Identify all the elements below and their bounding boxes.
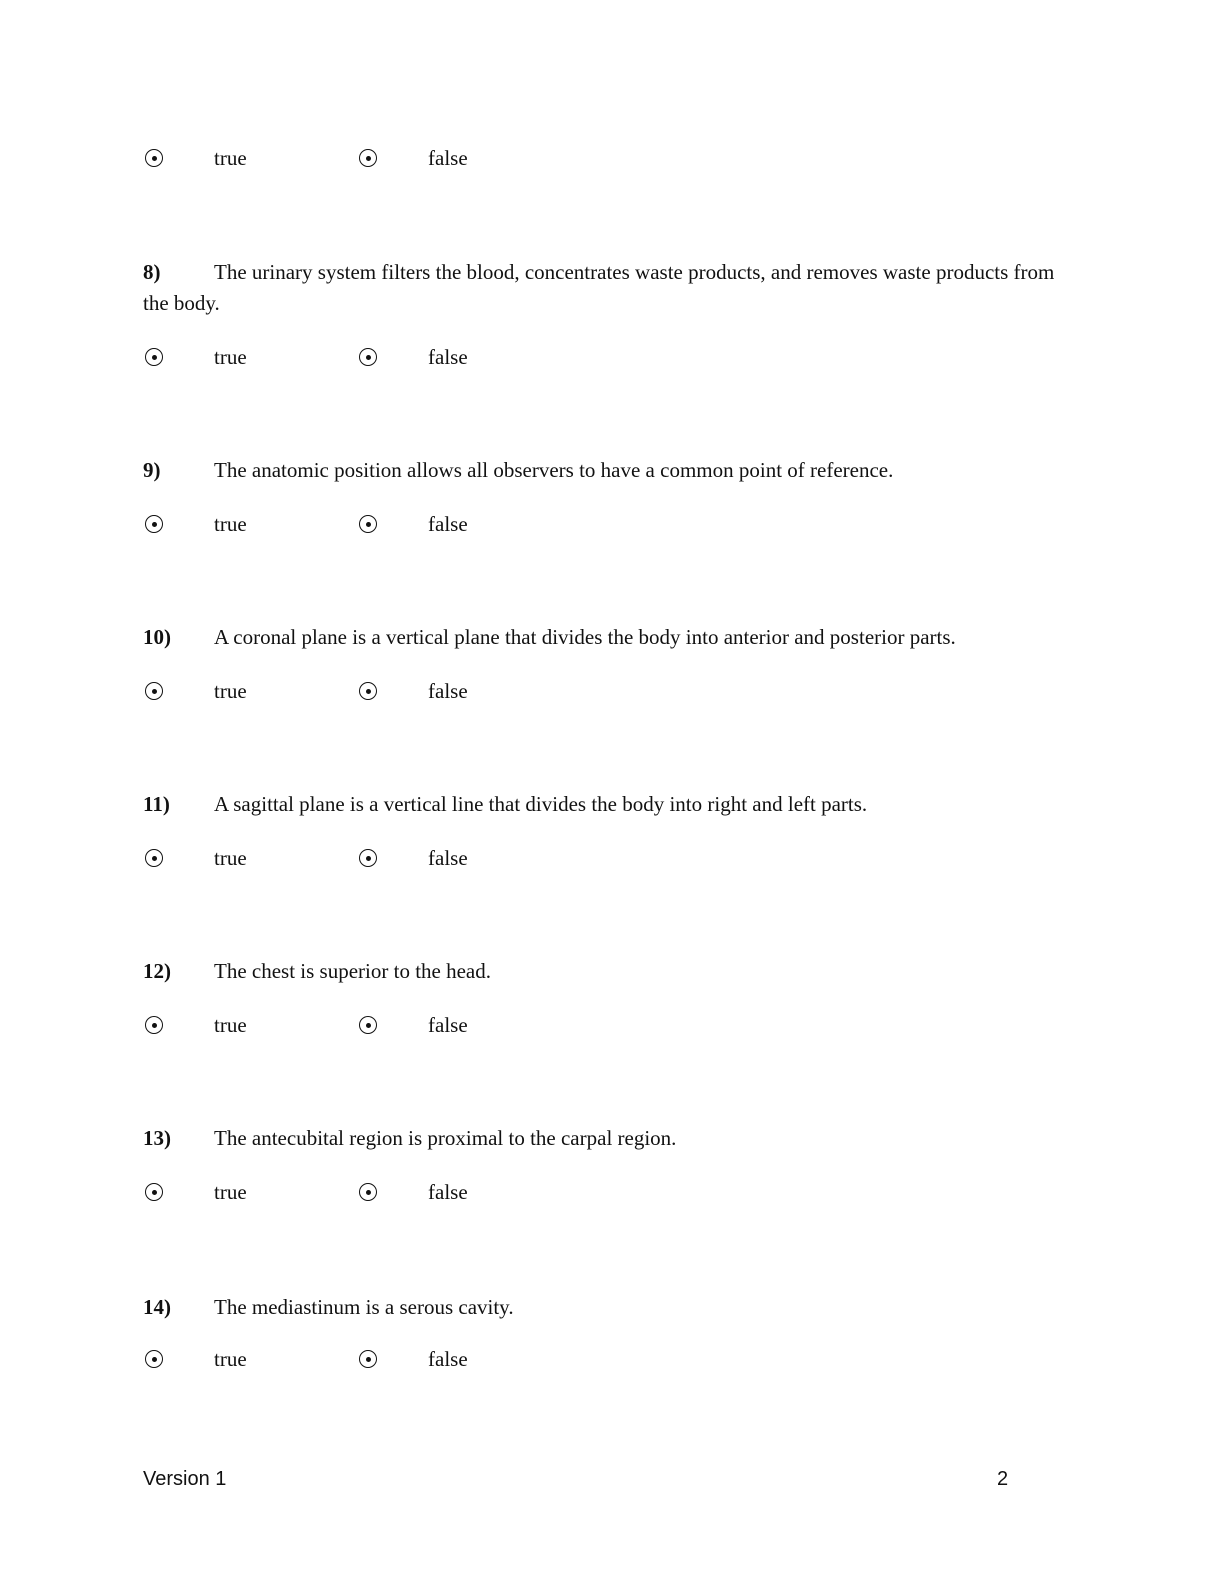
true-option[interactable] — [143, 143, 247, 173]
radio-icon[interactable] — [145, 682, 163, 700]
false-label: false — [428, 512, 468, 536]
radio-icon[interactable] — [359, 348, 377, 366]
true-label: true — [214, 1013, 247, 1037]
question-number: 12) — [143, 959, 171, 983]
question-number: 14) — [143, 1295, 171, 1319]
radio-icon[interactable] — [359, 1183, 377, 1201]
answer-options-q10 — [143, 676, 643, 706]
false-label: false — [428, 1347, 468, 1371]
radio-icon[interactable] — [359, 849, 377, 867]
false-option[interactable] — [357, 1010, 468, 1040]
false-option[interactable] — [357, 843, 468, 873]
question-text: The chest is superior to the head. — [214, 959, 491, 983]
answer-options-q9 — [143, 509, 643, 539]
radio-icon[interactable] — [145, 1350, 163, 1368]
answer-options-q8 — [143, 342, 643, 372]
false-label: false — [428, 1180, 468, 1204]
true-label: true — [214, 512, 247, 536]
question-13 — [143, 1123, 1063, 1154]
true-option[interactable] — [143, 1177, 247, 1207]
false-label: false — [428, 846, 468, 870]
true-label: true — [214, 146, 247, 170]
radio-icon[interactable] — [359, 1350, 377, 1368]
question-8 — [143, 257, 1063, 319]
question-text: The mediastinum is a serous cavity. — [214, 1295, 514, 1319]
radio-icon[interactable] — [145, 348, 163, 366]
question-text: A sagittal plane is a vertical line that divides the body into right and left parts. — [214, 792, 868, 816]
answer-options-q13 — [143, 1177, 643, 1207]
false-option[interactable] — [357, 143, 468, 173]
radio-icon[interactable] — [145, 515, 163, 533]
false-label: false — [428, 679, 468, 703]
question-12 — [143, 956, 1063, 987]
true-label: true — [214, 1180, 247, 1204]
question-9 — [143, 455, 1063, 486]
radio-icon[interactable] — [145, 1183, 163, 1201]
question-text: The urinary system filters the blood, concentrates waste products, and removes waste products from the body. — [143, 260, 1055, 315]
question-number: 9) — [143, 458, 161, 482]
true-option[interactable] — [143, 342, 247, 372]
true-label: true — [214, 679, 247, 703]
true-option[interactable] — [143, 843, 247, 873]
question-number: 10) — [143, 625, 171, 649]
false-option[interactable] — [357, 509, 468, 539]
question-14 — [143, 1292, 1063, 1323]
false-label: false — [428, 345, 468, 369]
radio-icon[interactable] — [359, 682, 377, 700]
radio-icon[interactable] — [359, 149, 377, 167]
answer-options-q7 — [143, 143, 643, 173]
true-label: true — [214, 846, 247, 870]
question-11 — [143, 789, 1063, 820]
radio-icon[interactable] — [359, 515, 377, 533]
true-option[interactable] — [143, 509, 247, 539]
false-option[interactable] — [357, 676, 468, 706]
false-option[interactable] — [357, 1344, 468, 1374]
question-number: 11) — [143, 792, 170, 816]
true-option[interactable] — [143, 1010, 247, 1040]
false-label: false — [428, 146, 468, 170]
radio-icon[interactable] — [145, 849, 163, 867]
question-text: The anatomic position allows all observers to have a common point of reference. — [214, 458, 894, 482]
answer-options-q14 — [143, 1344, 643, 1374]
radio-icon[interactable] — [145, 1016, 163, 1034]
true-label: true — [214, 345, 247, 369]
true-option[interactable] — [143, 676, 247, 706]
radio-icon[interactable] — [145, 149, 163, 167]
answer-options-q11 — [143, 843, 643, 873]
true-option[interactable] — [143, 1344, 247, 1374]
false-option[interactable] — [357, 342, 468, 372]
question-10 — [143, 622, 1063, 653]
question-number: 13) — [143, 1126, 171, 1150]
true-label: true — [214, 1347, 247, 1371]
question-text: A coronal plane is a vertical plane that divides the body into anterior and posterior parts. — [214, 625, 956, 649]
answer-options-q12 — [143, 1010, 643, 1040]
radio-icon[interactable] — [359, 1016, 377, 1034]
false-label: false — [428, 1013, 468, 1037]
false-option[interactable] — [357, 1177, 468, 1207]
question-text: The antecubital region is proximal to the carpal region. — [214, 1126, 677, 1150]
question-number: 8) — [143, 260, 161, 284]
footer-version: Version 1 — [143, 1468, 227, 1490]
footer-page-number: 2 — [997, 1468, 1009, 1490]
